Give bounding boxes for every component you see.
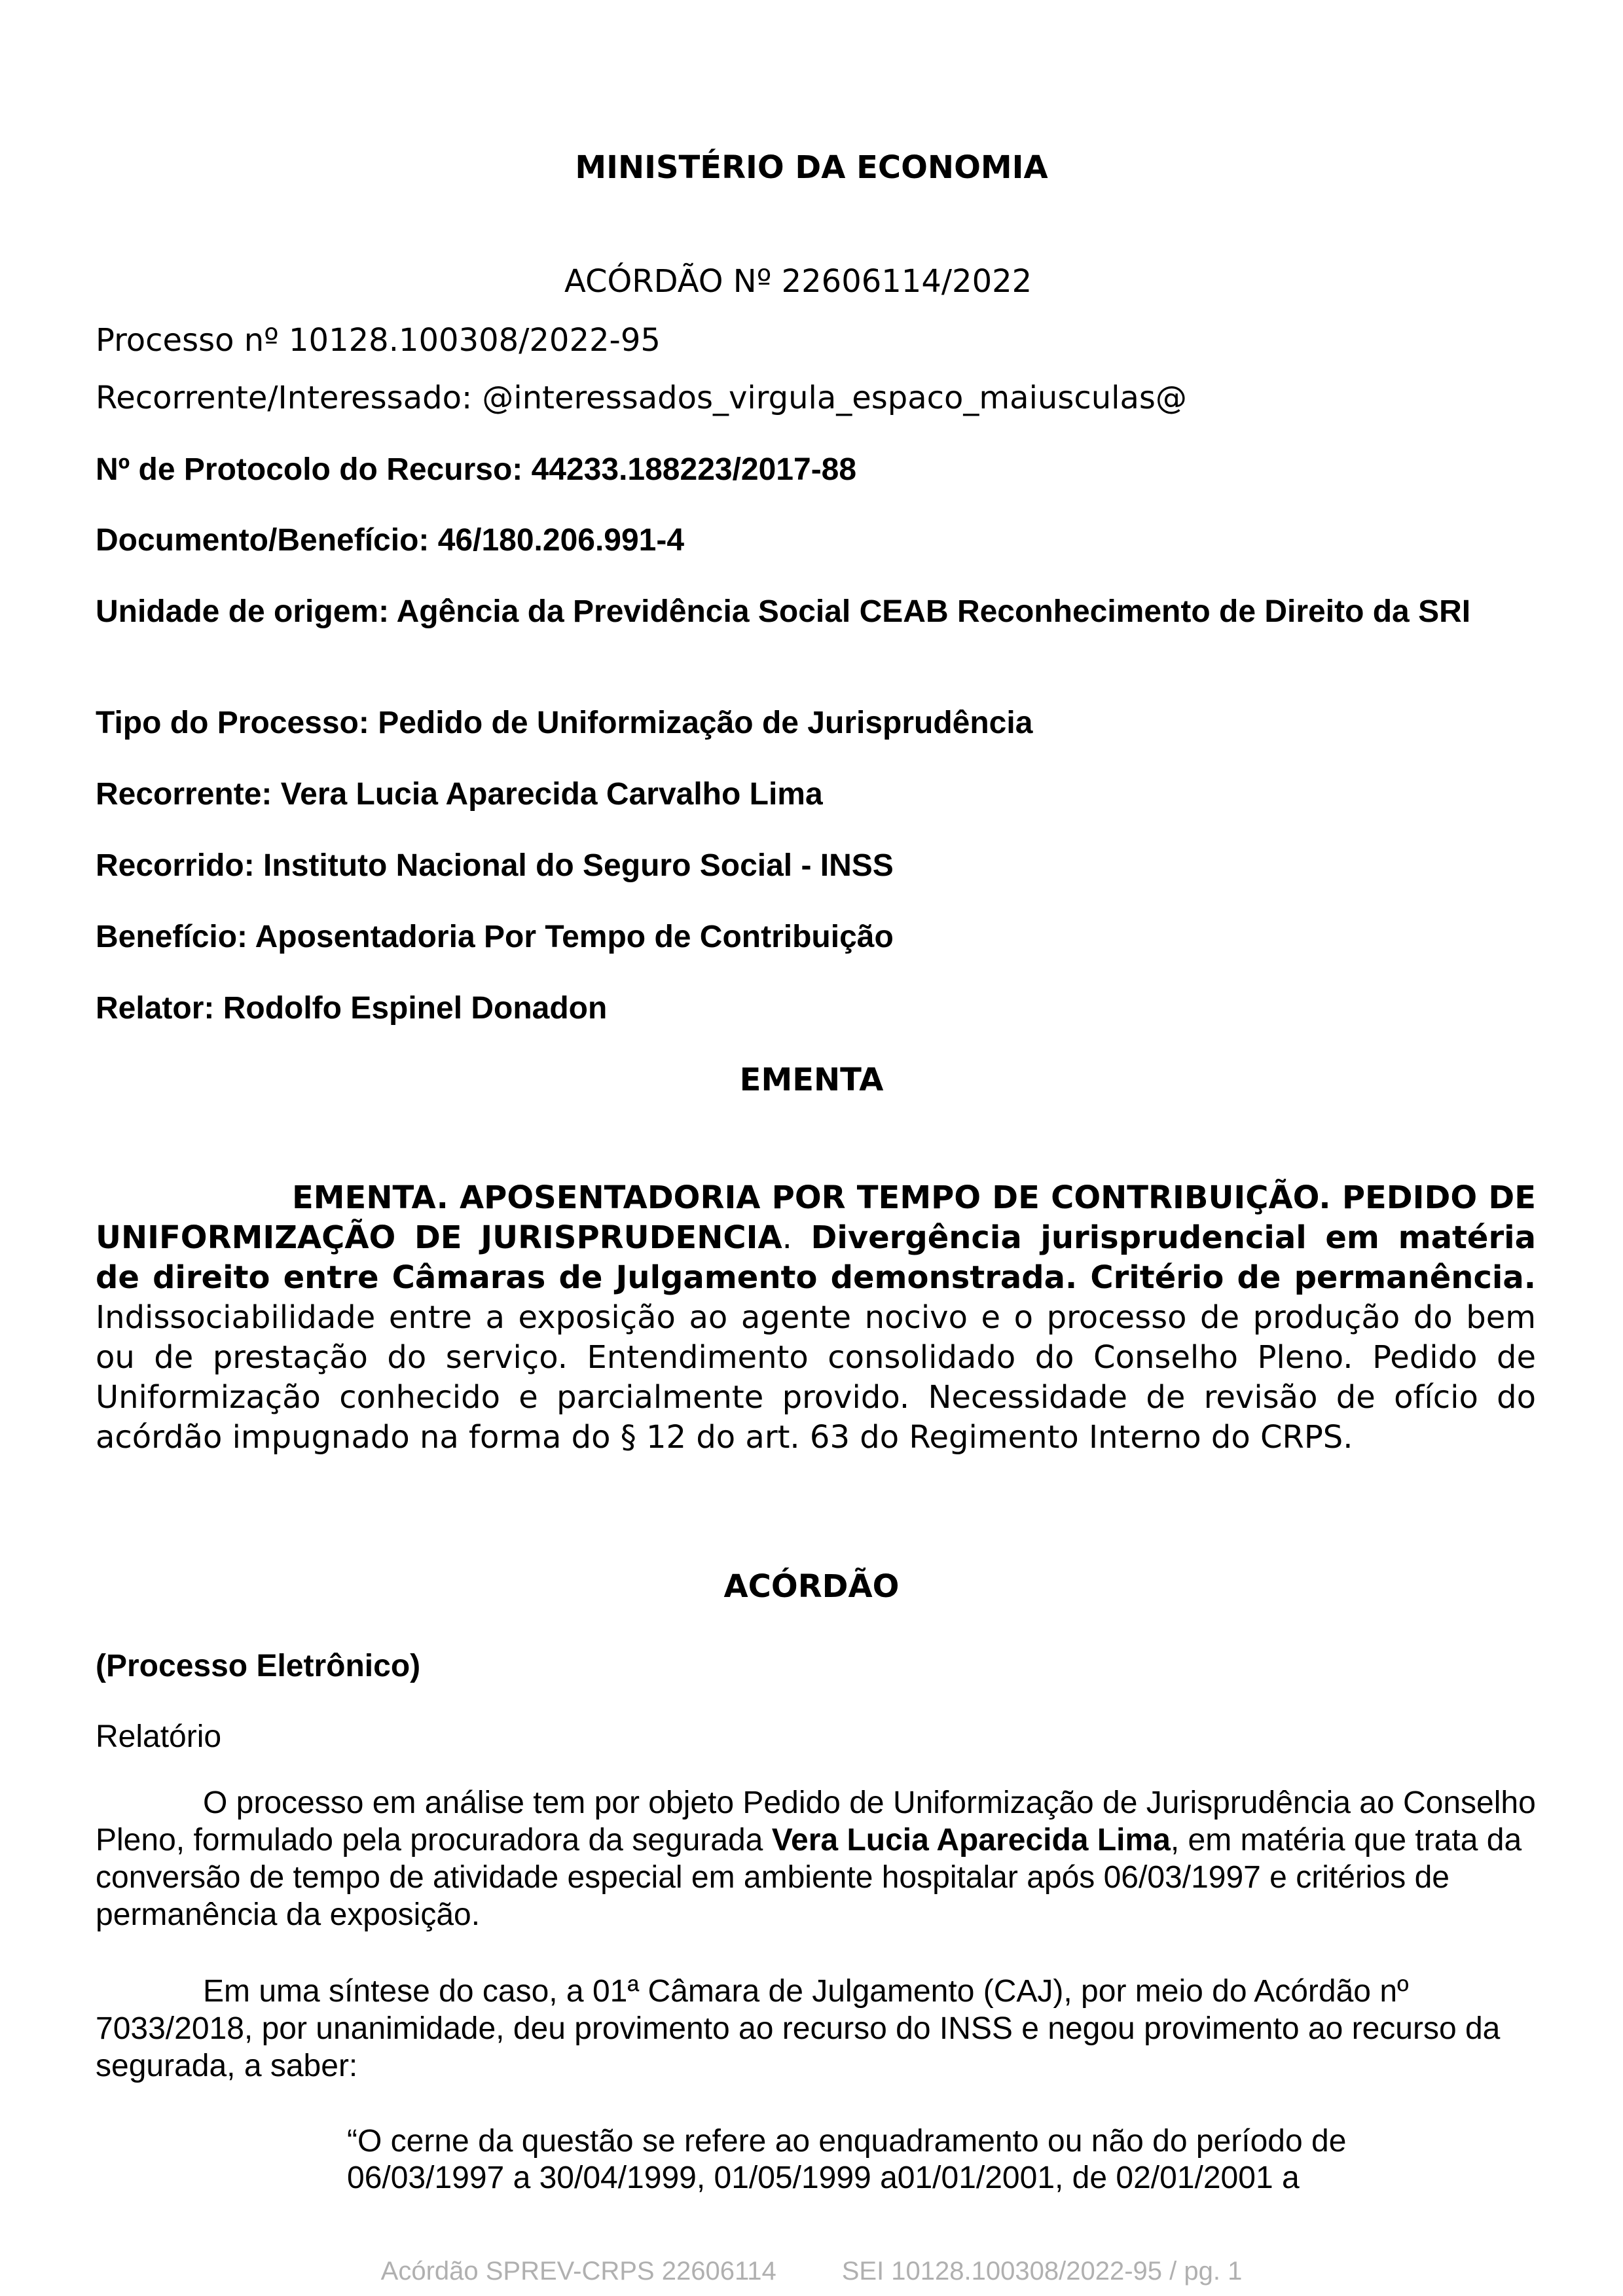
field-value: 44233.188223/2017-88 [531, 452, 857, 487]
field-value: Agência da Previdência Social CEAB Reconhecimento de Direito da SRI [396, 594, 1471, 629]
ministry-title: MINISTÉRIO DA ECONOMIA [575, 149, 1048, 186]
ementa-text [96, 1178, 1536, 1458]
para2-text: Em uma síntese do caso, a 01ª Câmara de Julgamento (CAJ), por meio do Acórdão nº 7033/2018, por unanimidade, deu provimento ao recurso do INSS e negou provimento ao recurso da segurada, a saber: [96, 1974, 1501, 2083]
quote-line-1: “O cerne da questão se refere ao enquadramento ou não do período de [347, 2124, 1347, 2159]
ementa-dot: . [782, 1219, 792, 1256]
processo-eletronico-label: (Processo Eletrônico) [96, 1649, 421, 1683]
field-value: Vera Lucia Aparecida Carvalho Lima [280, 777, 823, 812]
field-label: Tipo do Processo: [96, 706, 369, 740]
field-unidade-origem [96, 594, 1536, 630]
field-label: Nº de Protocolo do Recurso: [96, 452, 523, 487]
field-relator [96, 990, 1536, 1027]
footer-document-id: Acórdão SPREV-CRPS 22606114 [380, 2257, 776, 2286]
processo-number: Processo nº 10128.100308/2022-95 [96, 322, 661, 359]
field-protocolo [96, 452, 1536, 488]
field-label: Relator: [96, 991, 215, 1026]
acordao-heading: ACÓRDÃO [723, 1568, 900, 1605]
footer-sei-page: SEI 10128.100308/2022-95 / pg. 1 [841, 2257, 1243, 2286]
field-value: Rodolfo Espinel Donadon [223, 991, 608, 1026]
para1-before: O processo em análise tem por objeto Pedido de Uniformização de Jurisprudência ao Conselho Pleno, formulado pela procuradora da segurada [96, 1785, 1536, 1857]
field-value: Instituto Nacional do Seguro Social - INSS [263, 848, 894, 883]
field-value: Aposentadoria Por Tempo de Contribuição [255, 920, 894, 954]
relatorio-paragraph-2 [96, 1973, 1536, 2085]
ementa-bold-2: Divergência jurisprudencial em matéria de direito entre Câmaras de Julgamento demonstrada. Critério de permanência. [96, 1219, 1536, 1296]
recorrente-interessado: Recorrente/Interessado: @interessados_virgula_espaco_maiusculas@ [96, 380, 1187, 416]
field-label: Unidade de origem: [96, 594, 390, 629]
quoted-excerpt [347, 2123, 1447, 2197]
page-footer [0, 2257, 1623, 2286]
field-recorrido [96, 848, 1536, 884]
field-value: Pedido de Uniformização de Jurisprudência [378, 706, 1033, 740]
ementa-heading: EMENTA [739, 1062, 884, 1098]
para1-after: , em matéria que trata da conversão de tempo de atividade especial em ambiente hospitalar após 06/03/1997 e critérios de permanência da exposição. [96, 1823, 1522, 1932]
field-recorrente [96, 776, 1536, 813]
field-label: Recorrente: [96, 777, 272, 812]
relatorio-paragraph-1 [96, 1784, 1536, 1933]
field-tipo-processo [96, 705, 1536, 742]
field-label: Recorrido: [96, 848, 255, 883]
field-value: 46/180.206.991-4 [437, 523, 685, 558]
field-label: Benefício: [96, 920, 248, 954]
field-documento [96, 522, 1536, 559]
field-beneficio [96, 919, 1536, 956]
ementa-bold-1: EMENTA. APOSENTADORIA POR TEMPO DE CONTRIBUIÇÃO. PEDIDO DE UNIFORMIZAÇÃO DE JURISPRUDENCIA [96, 1179, 1536, 1256]
quote-line-2: 06/03/1997 a 30/04/1999, 01/05/1999 a01/01/2001, de 02/01/2001 a [347, 2161, 1300, 2195]
relatorio-label: Relatório [96, 1719, 222, 1754]
ementa-normal: Indissociabilidade entre a exposição ao agente nocivo e o processo de produção do bem ou de prestação do serviço. Entendimento consolidado do Conselho Pleno. Pedido de Uniformização conhecido e parcialmente provido. Necessidade de revisão de ofício do acórdão impugnado na forma do § 12 do art. 63 do Regimento Interno do CRPS. [96, 1299, 1536, 1456]
acordao-number: ACÓRDÃO Nº 22606114/2022 [564, 263, 1032, 300]
field-label: Documento/Benefício: [96, 523, 429, 558]
para1-name: Vera Lucia Aparecida Lima [771, 1823, 1171, 1857]
